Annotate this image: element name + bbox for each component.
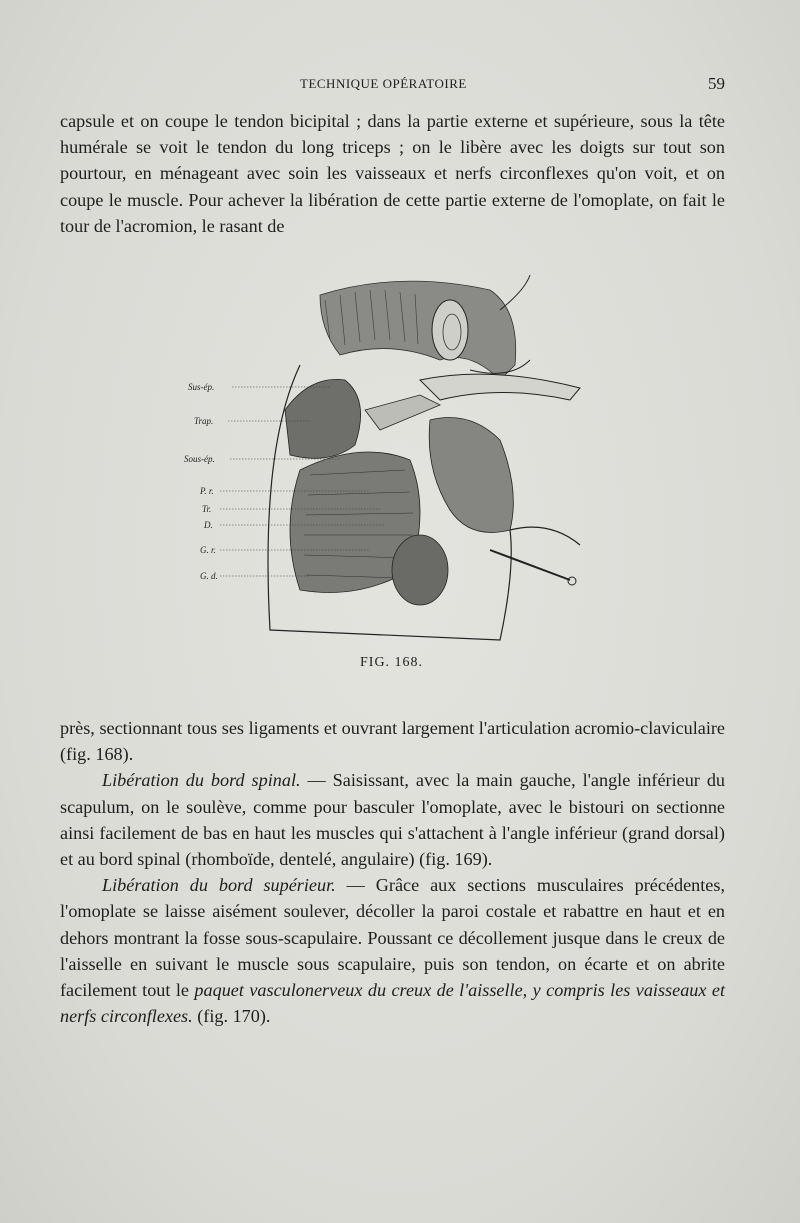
text-block-top bbox=[60, 108, 725, 239]
page-number: 59 bbox=[708, 74, 725, 93]
label-p-r: P. r. bbox=[200, 486, 214, 496]
subheading-bord-superieur: Libération du bord supérieur. bbox=[102, 875, 336, 896]
paragraph-body: — Grâce aux sections musculaires précédentes, l'omoplate se laisse aisément soulever, décoller la paroi costale et rabattre en haut et en dehors montrant la fosse sous-scapulaire. Poussant ce décollement jusque dans le creux de l'aisselle en suivant le muscle sous scapulaire, puis son tendon, on écarte et on abrite facilement tout le bbox=[60, 875, 726, 1001]
paragraph-continued: capsule et on coupe le tendon bicipital ; dans la partie externe et supérieure, sous la tête humérale se voit le tendon du long triceps ; on le libère avec les doigts sur tout son pourtour, en ménageant avec soin les vaisseaux et nerfs circonflexes qu'on voit, et on coupe le muscle. Pour achever la libération de cette partie externe de l'omoplate, on fait le tour de l'acromion, le rasant de bbox=[60, 111, 725, 236]
muscle-deltoid bbox=[429, 418, 513, 533]
figure-caption: FIG. 168. bbox=[360, 655, 424, 670]
paragraph-bord-superieur bbox=[60, 872, 725, 1029]
text-block-bottom bbox=[60, 715, 725, 1029]
label-sous-ep: Sous-ép. bbox=[184, 454, 215, 464]
paragraph-bord-spinal bbox=[60, 767, 725, 872]
label-g-d: G. d. bbox=[200, 571, 218, 581]
clavicle-region bbox=[365, 395, 440, 430]
retractor-ring bbox=[568, 577, 576, 585]
ear-shape bbox=[432, 300, 468, 360]
paragraph-body: — Saisissant, avec la main gauche, l'angle inférieur du scapulum, on le soulève, comme pour basculer l'omoplate, avec le bistouri on sectionne ainsi facilement de bas en haut les muscles qui s'attachent à l'angle inférieur (grand dorsal) et au bord spinal (rhomboïde, dentelé, angulaire) (fig. 169). bbox=[60, 770, 726, 870]
running-head bbox=[60, 74, 725, 96]
retractor-instrument bbox=[490, 550, 570, 580]
label-trap: Trap. bbox=[194, 416, 214, 426]
figure-168 bbox=[170, 270, 600, 655]
emphasis-text: paquet vasculonerveux du creux de l'aisselle, y compris les vaisseaux et nerfs circonflexes. bbox=[60, 980, 726, 1027]
paragraph-continuation: près, sectionnant tous ses ligaments et ouvrant largement l'articulation acromio-claviculaire (fig. 168). bbox=[60, 718, 725, 765]
hair-shape bbox=[320, 281, 516, 380]
label-d: D. bbox=[204, 520, 213, 530]
skin-flap bbox=[420, 374, 580, 400]
label-sus-ep: Sus-ép. bbox=[188, 382, 215, 392]
anatomical-illustration bbox=[170, 270, 600, 655]
muscle-teres bbox=[392, 535, 448, 605]
running-title: TECHNIQUE OPÉRATOIRE bbox=[300, 76, 467, 91]
subheading-bord-spinal: Libération du bord spinal. bbox=[102, 770, 301, 791]
muscle-supraspinatus bbox=[285, 379, 361, 458]
paragraph-end: (fig. 170). bbox=[192, 1006, 271, 1027]
label-tr: Tr. bbox=[202, 504, 212, 514]
label-g-r: G. r. bbox=[200, 545, 216, 555]
